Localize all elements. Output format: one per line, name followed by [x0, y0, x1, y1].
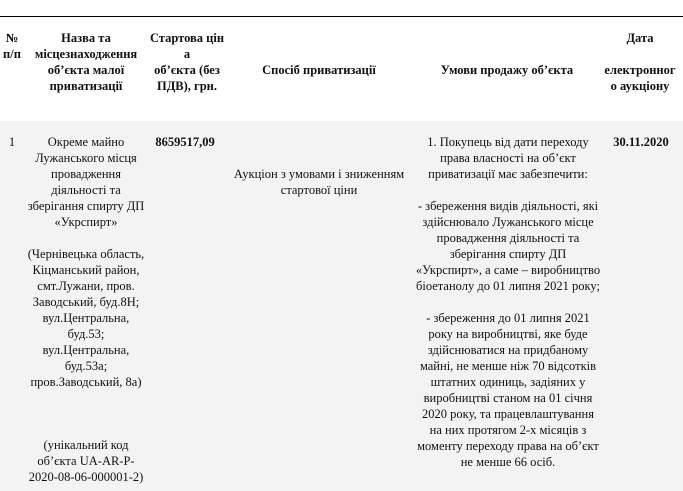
header-sale-conditions: Умови продажу об’єкта: [440, 63, 574, 77]
cell-auction-date: 30.11.2020: [613, 135, 669, 149]
cell-number: 1: [8, 135, 16, 149]
cell-object-name: Окреме майно Лужанського місця провадження діяльності та зберігання спирту ДП «Укрспирт»: [27, 135, 145, 229]
cell-object-code: (унікальний код об’єкта UA-AR-P- 2020-08-06-000001-2): [28, 438, 144, 484]
header-object-name: Назва та місцезнаходження об’єкта малої приватизації: [34, 31, 138, 93]
cell-sale-conditions: 1. Покупець від дати переходу права власності на об’єкт приватизації має забезпечити: - збереження видів діяльності, які здійснювало Лужанського місце провадження діяльності та зберігання спирту ДП «Укрспирт», а саме – виробництво біоетанолу до 01 липня 2021 року; - збереження до 01 липня 2021 року на виробництві, яке буде здійснюватися на придбаному майні, не менше ніж 70 відсотків штатних одиниць, задіяних у виробництві станом на 01 січня 2020 року, та працевлаштування на них протягом 2-х місяців з моменту переходу права на об’єкт не менше 66 осіб.: [415, 135, 601, 469]
header-number: № п/п: [3, 31, 21, 61]
header-start-price: Стартова цін а об’єкта (без ПДВ), грн.: [149, 31, 225, 93]
cell-start-price: 8659517,09: [155, 135, 215, 149]
header-privatization-method: Спосіб приватизації: [262, 63, 376, 77]
cell-object-address: (Чернівецька область, Кіцманський район, смт.Лужани, пров. Заводський, буд.8Н; вул.Центральна, буд.53; вул.Центральна, буд.53а; пров.Заводський, 8а): [27, 247, 145, 389]
header-auction-date: Дата електронног о аукціону: [604, 31, 676, 93]
cell-privatization-method: Аукціон з умовами і зниженням стартової ціни: [233, 167, 405, 197]
